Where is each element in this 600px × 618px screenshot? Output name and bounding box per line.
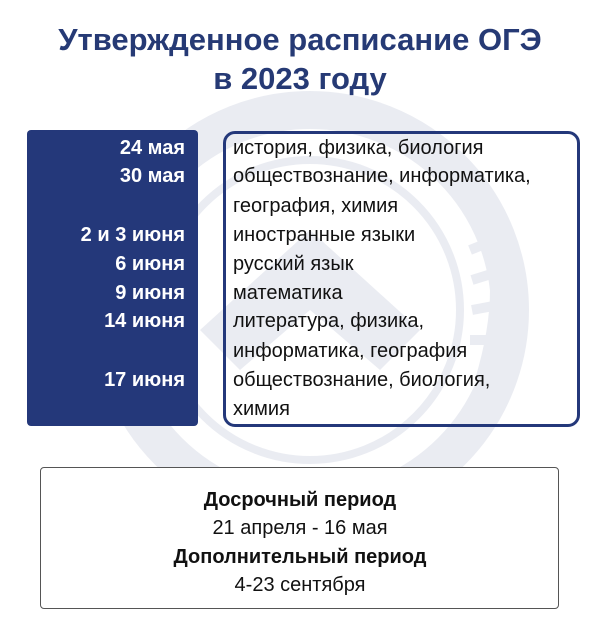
- exam-subjects: литература, физика,: [233, 310, 425, 332]
- exam-subjects: химия: [233, 398, 290, 420]
- exam-subjects: информатика, география: [233, 340, 468, 362]
- exam-date: 17 июня: [104, 369, 185, 391]
- exam-subjects: обществознание, информатика,: [233, 165, 531, 187]
- exam-subjects: русский язык: [233, 253, 354, 275]
- exam-subjects: география, химия: [233, 195, 399, 217]
- exam-date: 14 июня: [104, 310, 185, 332]
- exam-subjects: математика: [233, 282, 343, 304]
- exam-date: 9 июня: [115, 282, 185, 304]
- page-title: Утвержденное расписание ОГЭ: [58, 22, 542, 57]
- early-period-dates: 21 апреля - 16 мая: [212, 517, 388, 539]
- additional-period-title: Дополнительный период: [173, 546, 427, 568]
- exam-subjects: иностранные языки: [233, 224, 416, 246]
- additional-period-dates: 4-23 сентября: [234, 574, 366, 596]
- early-period-title: Досрочный период: [203, 489, 397, 511]
- page-subtitle: в 2023 году: [213, 61, 387, 96]
- exam-date: 6 июня: [115, 253, 185, 275]
- exam-date: 2 и 3 июня: [80, 224, 185, 246]
- exam-subjects: обществознание, биология,: [233, 369, 491, 391]
- exam-date: 24 мая: [119, 137, 185, 159]
- exam-date: 30 мая: [119, 165, 185, 187]
- exam-subjects: история, физика, биология: [233, 137, 484, 159]
